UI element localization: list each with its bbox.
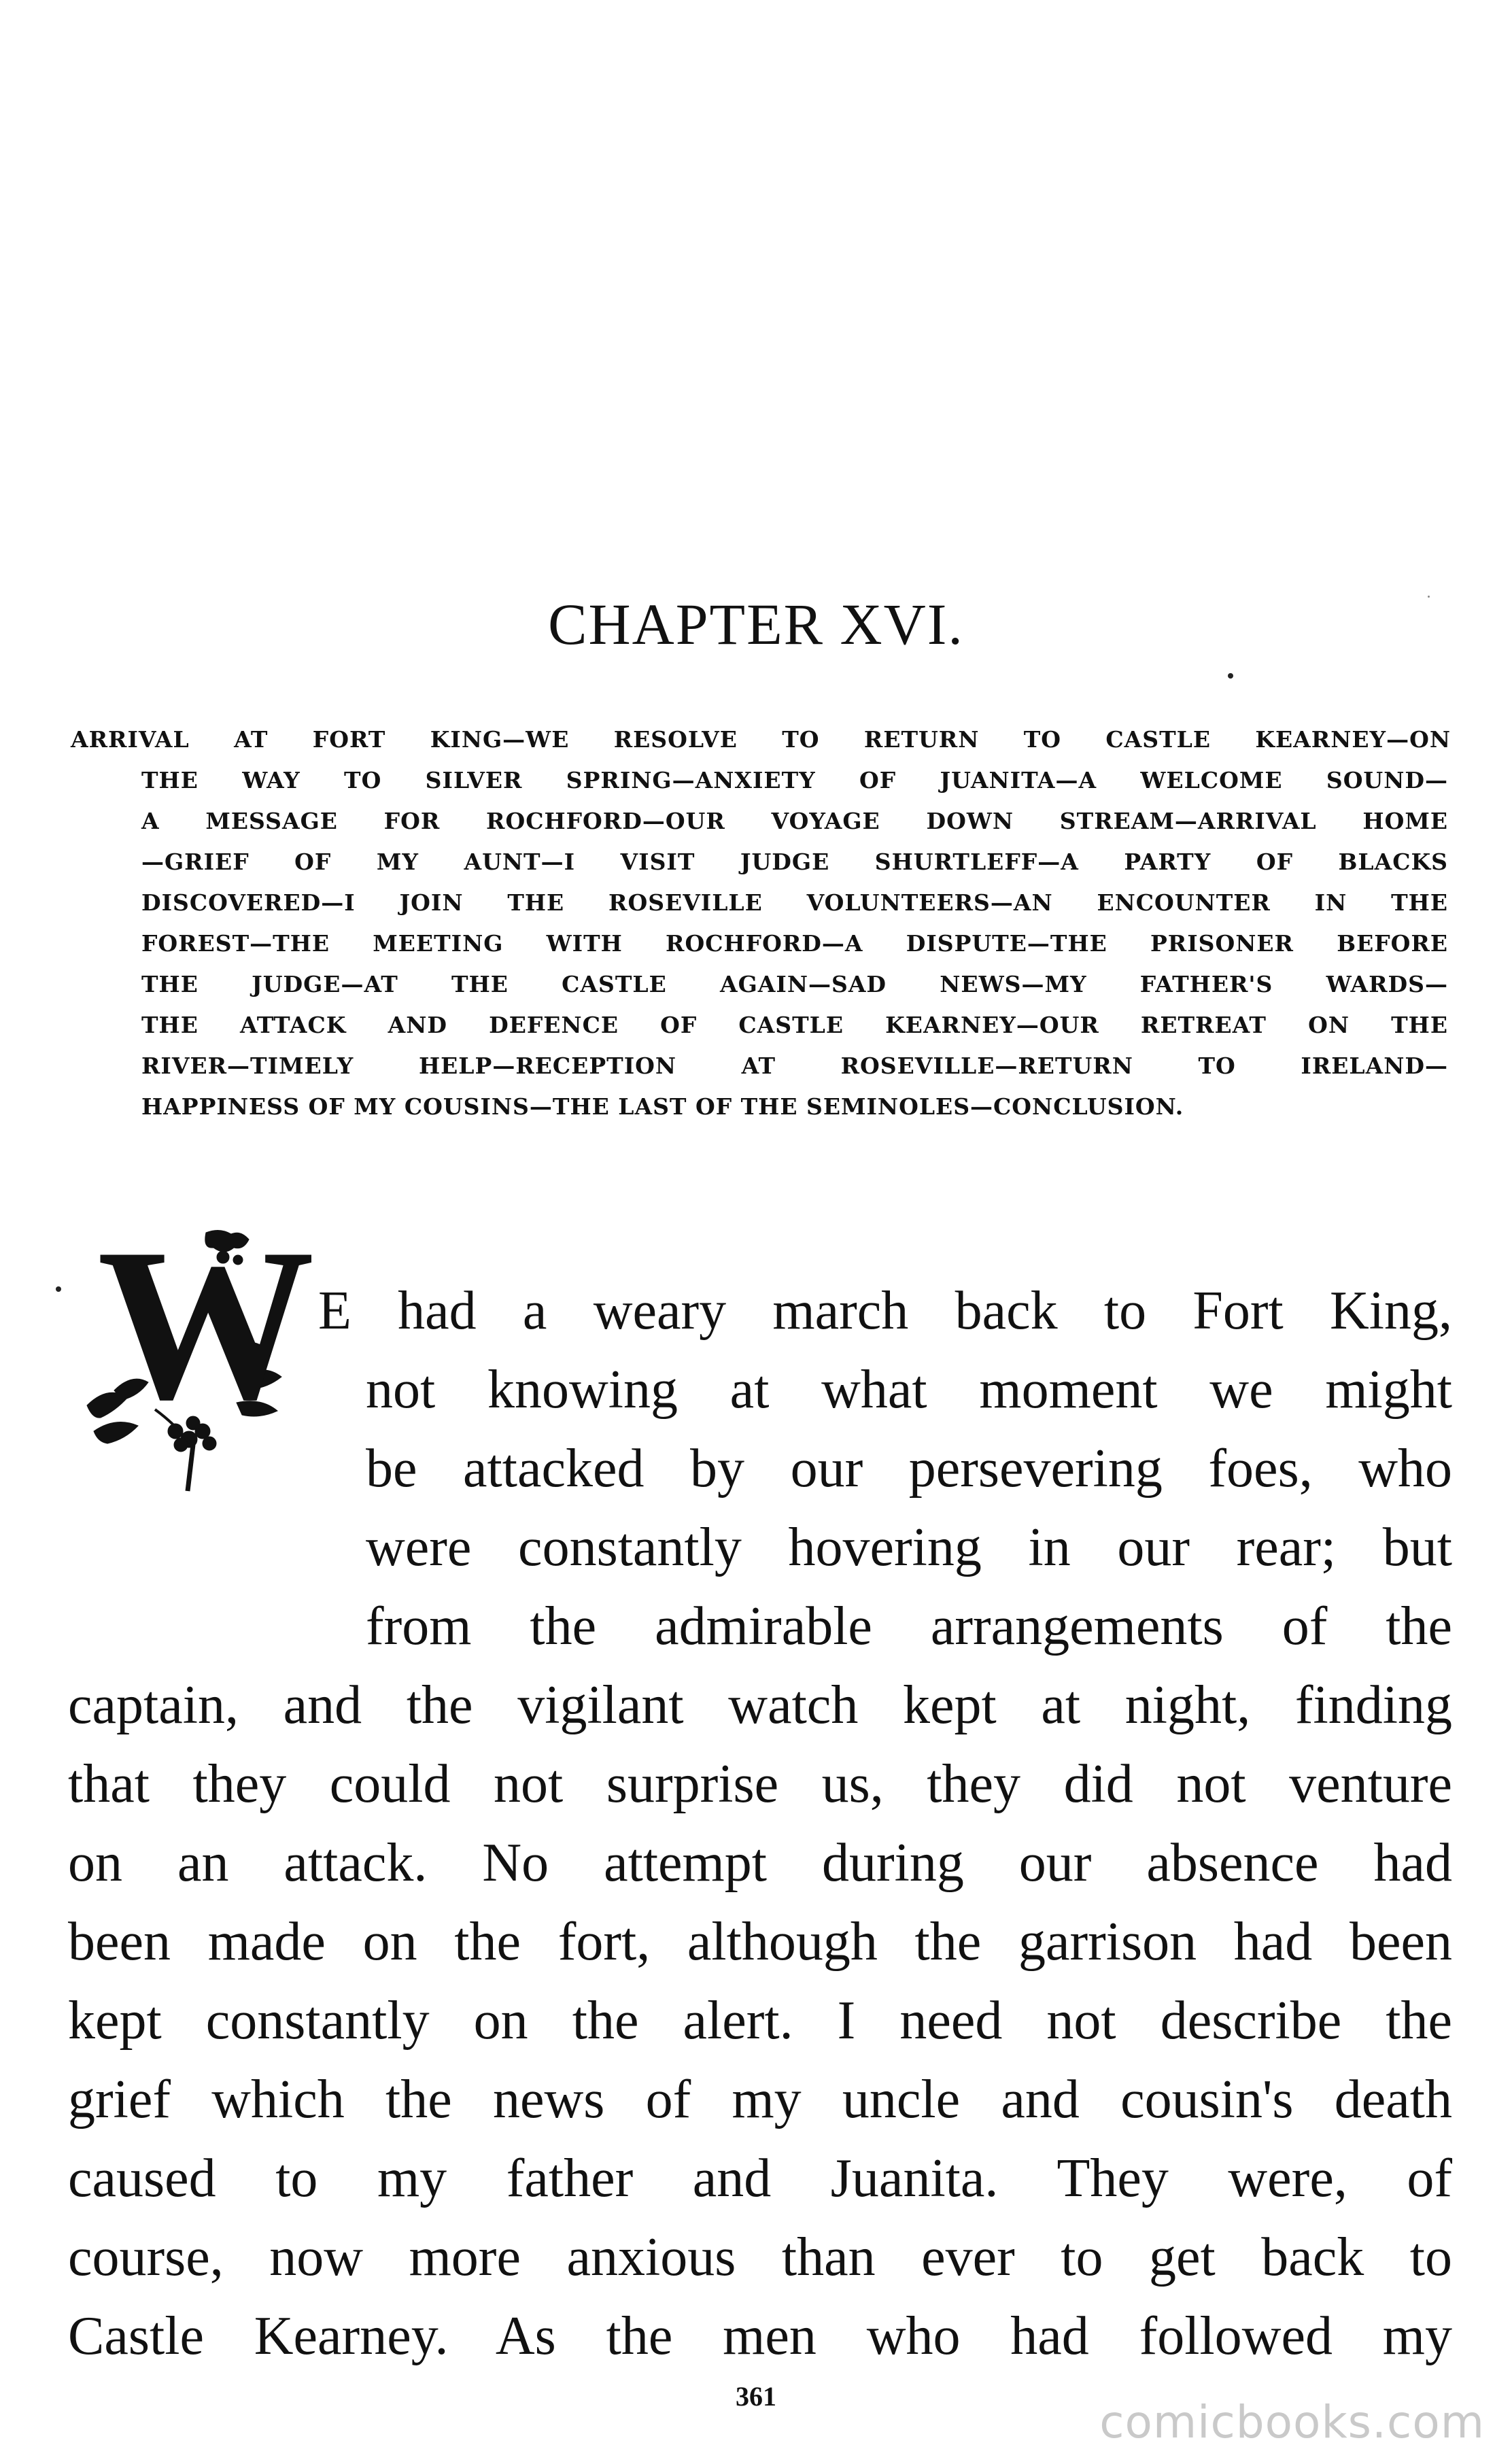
body-line: grief which the news of my uncle and cousin's death xyxy=(68,2070,1452,2129)
body-line: were constantly hovering in our rear; but xyxy=(366,1518,1452,1577)
body-line: been made on the fort, although the garrison had been xyxy=(68,1912,1452,1972)
synopsis-line: THE JUDGE—AT THE CASTLE AGAIN—SAD NEWS—MY FATHER'S WARDS— xyxy=(141,971,1448,997)
synopsis-line: —GRIEF OF MY AUNT—I VISIT JUDGE SHURTLEFF—A PARTY OF BLACKS xyxy=(141,849,1448,875)
print-speck xyxy=(1228,673,1233,679)
body-line: on an attack. No attempt during our absence had xyxy=(68,1833,1452,1893)
body-line: Castle Kearney. As the men who had followed my xyxy=(68,2306,1452,2366)
body-line: be attacked by our persevering foes, who xyxy=(366,1439,1452,1499)
body-line: from the admirable arrangements of the xyxy=(366,1596,1452,1656)
print-speck xyxy=(56,1286,61,1292)
synopsis-line: HAPPINESS OF MY COUSINS—THE LAST OF THE SEMINOLES—CONCLUSION. xyxy=(141,1093,1184,1120)
ornamental-drop-cap xyxy=(73,1227,325,1492)
synopsis-line: FOREST—THE MEETING WITH ROCHFORD—A DISPUTE—THE PRISONER BEFORE xyxy=(141,930,1448,957)
synopsis-line: THE WAY TO SILVER SPRING—ANXIETY OF JUANITA—A WELCOME SOUND— xyxy=(141,767,1448,793)
chapter-title: CHAPTER XVI. xyxy=(548,592,964,657)
body-line: E had a weary march back to Fort King, xyxy=(318,1281,1452,1341)
synopsis-line: RIVER—TIMELY HELP—RECEPTION AT ROSEVILLE—RETURN TO IRELAND— xyxy=(141,1053,1448,1079)
body-line: course, now more anxious than ever to get back to xyxy=(68,2227,1452,2287)
synopsis-line: DISCOVERED—I JOIN THE ROSEVILLE VOLUNTEERS—AN ENCOUNTER IN THE xyxy=(141,889,1448,916)
body-line: caused to my father and Juanita. They were, of xyxy=(68,2149,1452,2208)
watermark: comicbooks.com xyxy=(1099,2396,1485,2448)
body-line: that they could not surprise us, they did not venture xyxy=(68,1754,1452,1814)
print-speck xyxy=(1428,596,1430,598)
drop-cap-letter: W xyxy=(97,1227,315,1445)
synopsis-line: ARRIVAL AT FORT KING—WE RESOLVE TO RETURN TO CASTLE KEARNEY—ON xyxy=(71,726,1451,753)
body-line: not knowing at what moment we might xyxy=(366,1360,1452,1420)
synopsis-line: A MESSAGE FOR ROCHFORD—OUR VOYAGE DOWN STREAM—ARRIVAL HOME xyxy=(141,808,1448,834)
body-line: captain, and the vigilant watch kept at night, finding xyxy=(68,1675,1452,1735)
body-line: kept constantly on the alert. I need not describe the xyxy=(68,1991,1452,2051)
page-number: 361 xyxy=(736,2381,776,2412)
synopsis-line: THE ATTACK AND DEFENCE OF CASTLE KEARNEY—OUR RETREAT ON THE xyxy=(141,1012,1448,1038)
